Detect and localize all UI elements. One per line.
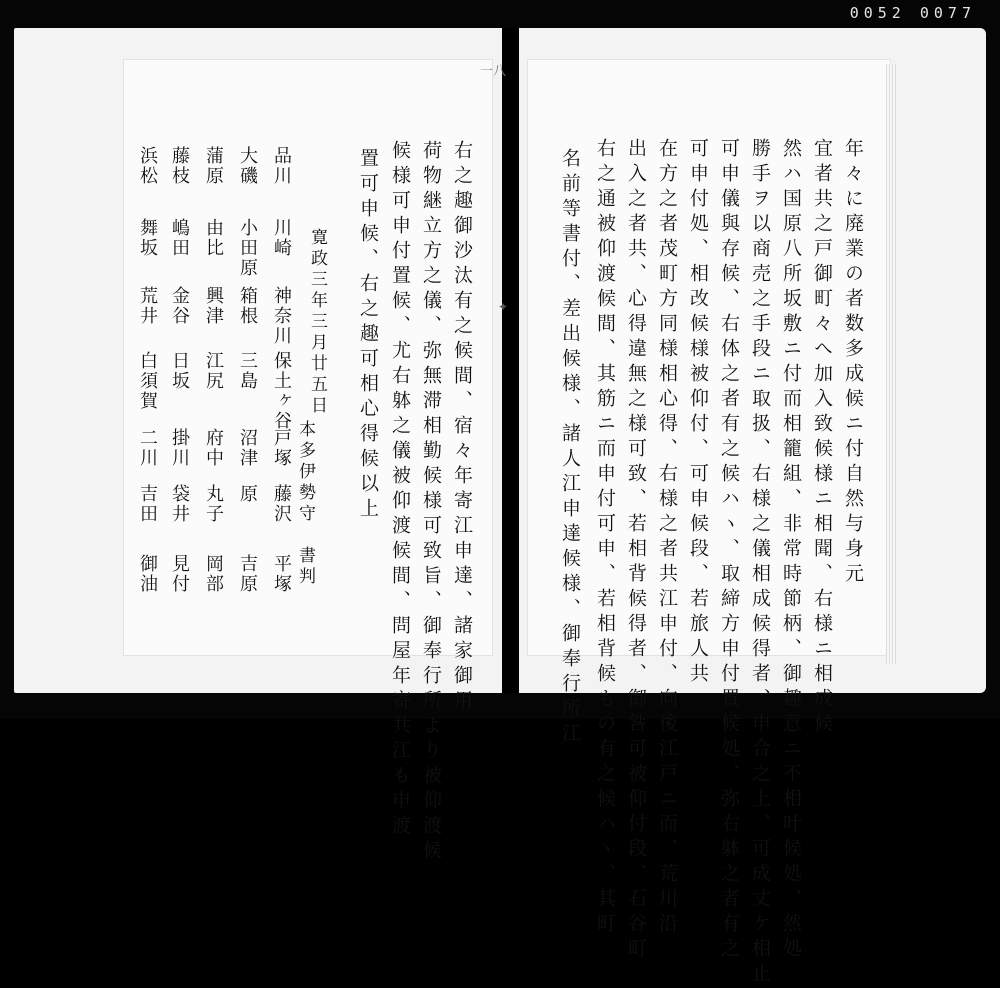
left-column-2: 荷物継立方之儀、弥無滞相勤候様可致旨、御奉行所より被仰渡候 — [420, 140, 442, 865]
left-column-4: 置可申候、右之趣可相心得候以上 — [357, 148, 379, 523]
station-entry: 舞坂 — [137, 218, 158, 258]
left-column-3: 候様可申付置候、尤右躰之儀被仰渡候間、問屋年寄共江も申渡 — [389, 140, 411, 840]
station-entry: 藤沢 — [271, 484, 292, 524]
book-gutter — [502, 28, 519, 693]
station-entry: 金谷 — [169, 286, 190, 326]
binding-thread-icon: ✦ — [497, 300, 509, 314]
signature-line: 本多伊勢守 書判 — [295, 420, 315, 588]
station-entry: 小田原 — [237, 218, 258, 278]
right-column-5: 可申儀與存候、右体之者有之候ハヽ、取締方申付置候処、弥右躰之者有之 — [718, 138, 740, 963]
station-entry: 見付 — [169, 554, 190, 594]
station-entry: 箱根 — [237, 286, 258, 326]
page-mark: 一八 — [480, 64, 507, 79]
station-entry: 興津 — [203, 286, 224, 326]
station-entry: 丸子 — [203, 484, 224, 524]
station-entry: 川崎 — [271, 218, 292, 258]
station-entry: 平塚 — [271, 554, 292, 594]
station-entry: 大磯 — [237, 146, 258, 186]
right-column-7: 在方之者茂町方同様相心得、右様之者共江申付、向後江戸ニ而、荒川沿 — [656, 138, 678, 938]
left-column-1: 右之趣御沙汰有之候間、宿々年寄江申達、諸家御用 — [451, 140, 473, 715]
station-entry: 袋井 — [169, 484, 190, 524]
station-entry: 御油 — [137, 554, 158, 594]
station-entry: 浜松 — [137, 146, 158, 186]
station-entry: 保土ヶ谷 — [271, 351, 292, 431]
station-entry: 掛川 — [169, 428, 190, 468]
page-edge — [886, 64, 896, 664]
right-column-9: 右之通被仰渡候間、其筋ニ而申付可申、若相背候もの有之候ハヽ、其町 — [594, 138, 616, 938]
station-entry: 吉原 — [237, 554, 258, 594]
station-entry: 三島 — [237, 351, 258, 391]
right-column-8: 出入之者共、心得違無之様可致、若相背候得者、御咎可被仰付段、石谷町 — [625, 138, 647, 963]
right-column-1: 年々に廃業の者数多成候ニ付自然与身元 — [842, 138, 864, 588]
right-page — [528, 60, 890, 655]
station-entry: 蒲原 — [203, 146, 224, 186]
station-entry: 神奈川 — [271, 286, 292, 346]
station-entry: 吉田 — [137, 484, 158, 524]
station-entry: 二川 — [137, 428, 158, 468]
station-entry: 白須賀 — [137, 351, 158, 411]
station-entry: 岡部 — [203, 554, 224, 594]
right-column-6: 可申付処、相改候様被仰付、可申候段、若旅人共 — [687, 138, 709, 688]
right-column-2: 宜者共之戸御町々へ加入致候様ニ相聞、右様ニ相成候 — [811, 138, 833, 738]
station-entry: 沼津 — [237, 428, 258, 468]
station-entry: 由比 — [203, 218, 224, 258]
station-entry: 原 — [237, 484, 258, 504]
station-entry: 江尻 — [203, 351, 224, 391]
right-column-4: 勝手ヲ以商売之手段ニ取扱、右様之儀相成候得者、申合之上、可成丈ケ相止 — [749, 138, 771, 988]
station-entry: 藤枝 — [169, 146, 190, 186]
station-entry: 府中 — [203, 428, 224, 468]
right-column-3: 然ハ国原八所坂敷ニ付而相籠組、非常時節柄、御趣意ニ不相叶候処、然処 — [780, 138, 802, 963]
station-entry: 日坂 — [169, 351, 190, 391]
right-column-10: 名前等書付、差出候様、諸人江申達候様、御奉行所江 — [559, 148, 581, 748]
station-entry: 品川 — [271, 146, 292, 186]
station-entry: 戸塚 — [271, 428, 292, 468]
station-entry: 嶋田 — [169, 218, 190, 258]
date-line: 寛政三年三月廿五日 — [307, 228, 327, 417]
station-entry: 荒井 — [137, 286, 158, 326]
frame-number: 0052 0077 — [849, 4, 976, 22]
